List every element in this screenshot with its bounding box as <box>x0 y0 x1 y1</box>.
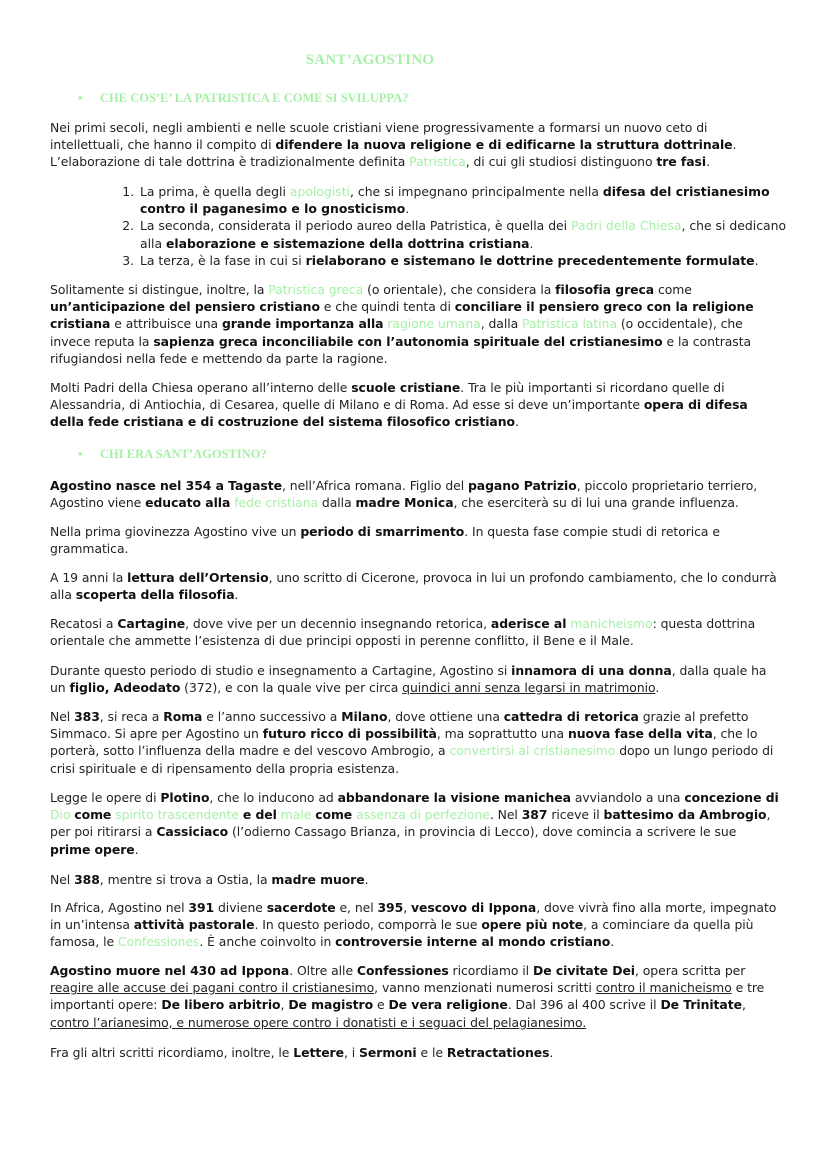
paragraph: Agostino muore nel 430 ad Ippona. Oltre alle Confessiones ricordiamo il De civitate Dei, opera scritta per reagire alle accuse dei pagani contro il cristianesimo, vanno menzionati numerosi scritti contro il manicheismo e tre importanti opere: De libero arbitrio, De magistro e De vera religione. Dal 396 al 400 scrive il De Trinitate, contro l’arianesimo, e numerose opere contro i donatisti e i seguaci del pelagianesimo. <box>50 963 765 1030</box>
paragraph: In Africa, Agostino nel 391 diviene sacerdote e, nel 395, vescovo di Ippona, dove vivrà fino alla morte, impegnato in un’intensa attività pastorale. In questo periodo, comporrà le sue opere più note, a cominciare da quella più famosa, le Confessiones. È anche coinvolto in controversie interne al mondo cristiano. <box>50 900 777 950</box>
paragraph: Molti Padri della Chiesa operano all’interno delle scuole cristiane. Tra le più importanti si ricordano quelle di Alessandria, di Antiochia, di Cesarea, quelle di Milano e di Roma. Ad esse si deve un’importante opera di difesa della fede cristiana e di costruzione del sistema filosofico cristiano. <box>50 380 748 430</box>
section-heading-text: CHE COS’E’ LA PATRISTICA E COME SI SVILUPPA? <box>100 91 409 105</box>
section-heading-agostino <box>78 447 267 462</box>
paragraph: Nel 383, si reca a Roma e l’anno successivo a Milano, dove ottiene una cattedra di retorica grazie al prefetto Simmaco. Si apre per Agostino un futuro ricco di possibilità, ma soprattutto una nuova fase della vita, che lo porterà, sotto l’influenza della madre e del vescovo Ambrogio, a convertirsi al cristianesimo dopo un lungo periodo di crisi spirituale e di ripensamento della propria esistenza. <box>50 709 774 776</box>
section-heading-patristica <box>78 91 409 106</box>
phases-list <box>110 183 808 269</box>
paragraph: Recatosi a Cartagine, dove vive per un decennio insegnando retorica, aderisce al manicheismo: questa dottrina orientale che ammette l’esistenza di due principi opposti in perenne conflitto, il Bene e il Male. <box>50 616 756 649</box>
paragraph: Durante questo periodo di studio e insegnamento a Cartagine, Agostino si innamora di una donna, dalla quale ha un figlio, Adeodato (372), e con la quale vive per circa quindici anni senza legarsi in matrimonio. <box>50 663 767 696</box>
paragraph: Solitamente si distingue, inoltre, la Patristica greca (o orientale), che considera la filosofia greca come un’anticipazione del pensiero cristiano e che quindi tenta di conciliare il pensiero greco con la religione cristiana e attribuisce una grande importanza alla ragione umana, dalla Patristica latina (o occidentale), che invece reputa la sapienza greca inconciliabile con l’autonomia spirituale del cristianesimo e la contrasta rifugiandosi nella fede e mettendo da parte la ragione. <box>50 282 754 366</box>
paragraph: Nella prima giovinezza Agostino vive un periodo di smarrimento. In questa fase compie studi di retorica e grammatica. <box>50 524 720 557</box>
section-heading-text: CHI ERA SANT’AGOSTINO? <box>100 447 267 461</box>
list-item: 2. La seconda, considerata il periodo aureo della Patristica, è quella dei Padri della Chiesa, che si dedicano alla elaborazione e sistemazione della dottrina cristiana. <box>138 217 808 251</box>
paragraph: A 19 anni la lettura dell’Ortensio, uno scritto di Cicerone, provoca in lui un profondo cambiamento, che lo condurrà alla scoperta della filosofia. <box>50 570 777 603</box>
paragraph: Nel 388, mentre si trova a Ostia, la madre muore. <box>50 872 369 887</box>
list-item: 3. La terza, è la fase in cui si rielaborano e sistemano le dottrine precedentemente formulate. <box>138 252 808 269</box>
paragraph: Legge le opere di Plotino, che lo inducono ad abbandonare la visione manichea avviandolo a una concezione di Dio come spirito trascendente e del male come assenza di perfezione. Nel 387 riceve il battesimo da Ambrogio, per poi ritirarsi a Cassiciaco (l’odierno Cassago Brianza, in provincia di Lecco), dove comincia a scrivere le sue prime opere. <box>50 790 779 857</box>
bullet-icon: • <box>78 447 83 461</box>
paragraph: Nei primi secoli, negli ambienti e nelle scuole cristiani viene progressivamente a formarsi un nuovo ceto di intellettuali, che hanno il compito di difendere la nuova religione e di edificarne la struttura dottrinale. L’elaborazione di tale dottrina è tradizionalmente definita Patristica, di cui gli studiosi distinguono tre fasi. <box>50 120 737 170</box>
list-item: 1. La prima, è quella degli apologisti, che si impegnano principalmente nella difesa del cristianesimo contro il paganesimo e lo gnosticismo. <box>138 183 808 217</box>
paragraph: Fra gli altri scritti ricordiamo, inoltre, le Lettere, i Sermoni e le Retractationes. <box>50 1045 554 1060</box>
page-title: SANT’AGOSTINO <box>305 52 435 68</box>
paragraph: Agostino nasce nel 354 a Tagaste, nell’Africa romana. Figlio del pagano Patrizio, piccolo proprietario terriero, Agostino viene educato alla fede cristiana dalla madre Monica, che eserciterà su di lui una grande influenza. <box>50 478 758 511</box>
bullet-icon: • <box>78 91 83 105</box>
